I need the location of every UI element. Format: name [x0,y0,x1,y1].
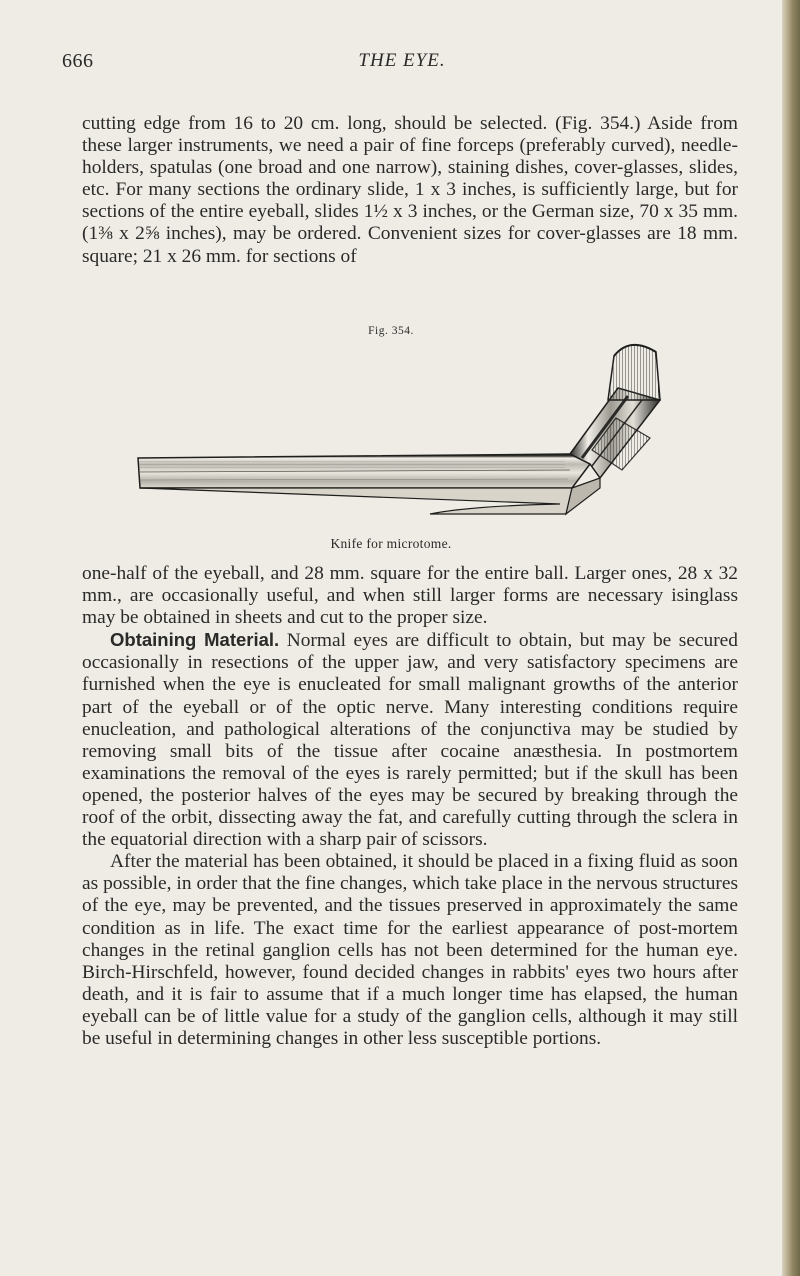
page-edge [782,0,800,1276]
paragraph-text: After the material has been obtained, it should be placed in a fixing fluid as soon as possible, in order that the fine changes, which take place in the nervous structures of the eye, may be prevented, and the tissues preserved in approximately the same condition as in life. The exact time for the earliest appearance of post-mortem changes in the retinal ganglion cells has not been determined for the human eye. Birch-Hirschfeld, however, found decided changes in rabbits' eyes two hours after death, and it is fair to assume that if a much longer time has elapsed, the human eyeball can be of little value for a study of the ganglion cells, although it may still be useful in determining changes in other less susceptible portions. [82,851,738,1049]
running-title: THE EYE. [358,50,446,71]
paragraph [82,563,738,629]
body-text-top [82,113,738,268]
figure-caption: Knife for microtome. [330,536,452,551]
paragraph: cutting edge from 16 to 20 cm. long, should be selected. (Fig. 354.) Aside from these larger instruments, we need a pair of fine forceps (preferably curved), needle-holders, spatulas (one broad and one narrow), staining dishes, cover-glasses, slides, etc. For many sections the ordinary slide, 1 x 3 inches, is sufficiently large, but for sections of the entire eyeball, slides 1½ x 3 inches, or the German size, 70 x 35 mm. (1⅜ x 2⅝ inches), may be ordered. Convenient sizes for cover-glasses are 18 mm. square; 21 x 26 mm. for sections of [82,113,738,267]
page-number: 666 [62,50,94,72]
paragraph [82,629,738,851]
figure-label: Fig. 354. [368,325,414,337]
paragraph-text: Normal eyes are difficult to obtain, but may be secured occasionally in resections of the upper jaw, and very satisfactory specimens are furnished when the eye is enucleated for small malignant growths of the anterior part of the eyeball or of the optic nerve. Many interesting conditions require enucleation, and pathological alterations of the conjunctiva may be studied by removing small bits of the tissue after cocaine anæsthesia. In postmortem examinations the removal of the eyes is rarely permitted; but if the skull has been opened, the posterior halves of the eyes may be secured by breaking through the roof of the orbit, dissecting away the fat, and carefully cutting through the sclera in the equatorial direction with a sharp pair of scissors. [82,630,738,851]
running-head [62,50,742,80]
paragraph [82,851,738,1050]
paragraph-text: one-half of the eyeball, and 28 mm. square for the entire ball. Larger ones, 28 x 32 mm., are occasionally useful, and when still larger forms are necessary isinglass may be obtained in sheets and cut to the proper size. [82,563,738,629]
sidehead: Obtaining Material. [110,629,280,651]
microtome-knife-figure [130,338,690,534]
body-text-bottom [82,563,738,1050]
microtome-knife-icon [130,338,690,534]
